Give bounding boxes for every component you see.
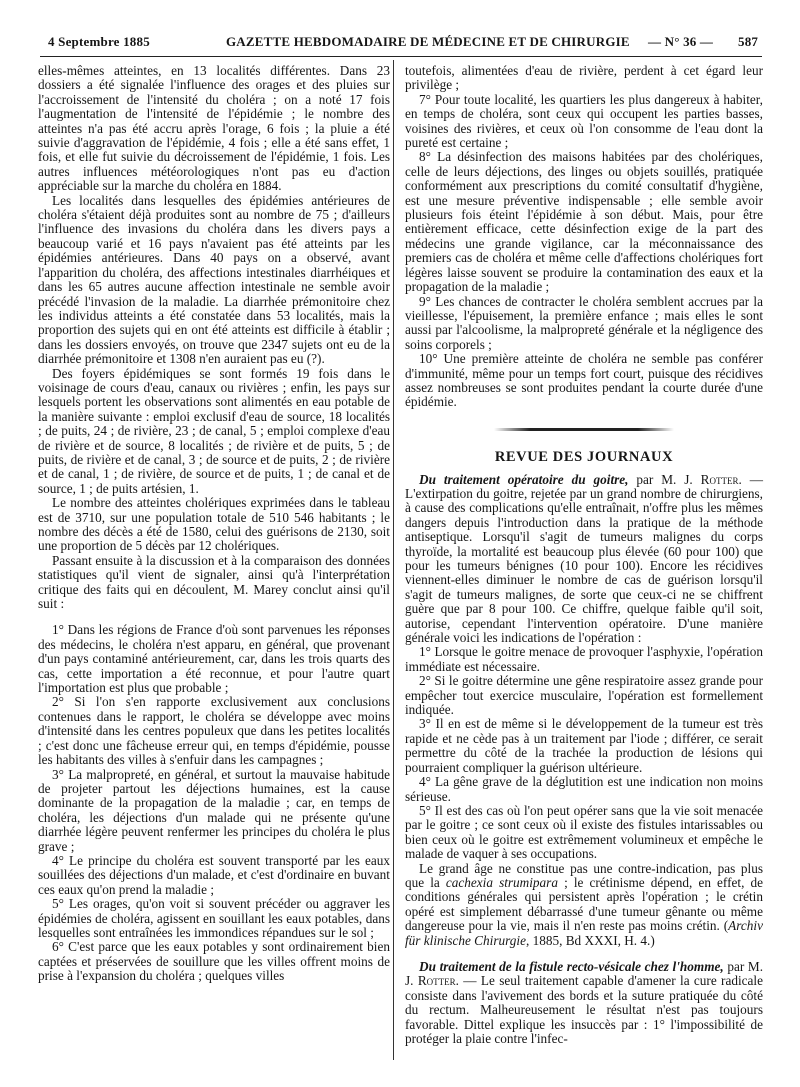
indication-item: 1° Lorsque le goitre menace de provoquer l'asphyxie, l'opération immédiate est nécessaire. bbox=[405, 644, 763, 674]
issue-number: — N° 36 — bbox=[648, 34, 714, 49]
article-goitre bbox=[405, 473, 763, 646]
conclusion-item: 3° La malpropreté, en général, et surtout la mauvaise habitude de projeter partout les déjections humaines, est la cause dominante de la propagation de la maladie ; car, en temps de choléra, les déjections d'un malade qui ne présente qu'une diarrhée légère peuvent renfermer les principes du choléra le plus grave ; bbox=[38, 766, 390, 854]
running-header bbox=[30, 34, 770, 54]
paragraph: elles-mêmes atteintes, en 13 localités différentes. Dans 23 dossiers a été signalée l'influence des orages et des pluies sur l'accroissement de l'intensité du choléra ; on a noté 17 fois l'augmentation de l'intensité de l'épidémie ; le nombre des atteintes n'a pas été accru après l'orage, 6 fois ; la pluie a été suivie d'aggravation de l'épidémie, 4 fois ; elle a été sans effet, 1 fois, et elle fut suivie du décroissement de l'épidémie, 1 fois. Les autres influences météorologiques n'ont pas eu d'action appréciable sur la marche du choléra en 1884. bbox=[38, 63, 390, 194]
author-name: Rotter. bbox=[700, 471, 742, 487]
journal-title: GAZETTE HEBDOMADAIRE DE MÉDECINE ET DE CHIRURGIE bbox=[226, 34, 630, 49]
column-divider bbox=[393, 60, 394, 1060]
source-journal: Archiv für klinische Chirurgie bbox=[405, 918, 763, 948]
closing-text: ; le crétinisme dépend, en effet, de conditions générales qui persistent après l'opération ; le crétin opéré est simplement débarrassé d'une tumeur gênante ou même dangereuse pour la vie, mais il n'en reste pas moins crétin. ( bbox=[405, 874, 763, 934]
section-title: REVUE DES JOURNAUX bbox=[494, 449, 674, 466]
header-rule bbox=[40, 56, 762, 57]
issue-date: 4 Septembre 1885 bbox=[48, 34, 150, 49]
article-title: Du traitement opératoire du goitre, bbox=[419, 471, 629, 487]
indication-item: 2° Si le goitre détermine une gêne respiratoire assez grande pour empêcher tout exercice musculaire, l'opération est formellement indiquée. bbox=[405, 673, 763, 718]
indication-item: 3° Il en est de même si le développement de la tumeur est très rapide et ne cède pas à un traitement par l'iode ; différer, ce serait permettre du côté de la trachée la production de lésions qui pourraient compliquer la guérison ultérieure. bbox=[405, 716, 763, 775]
paragraph: Des foyers épidémiques se sont formés 19 fois dans le voisinage de cours d'eau, canaux ou rivières ; enfin, les pays sur lesquels portent les observations sont alimentés en eau potable de la manière suivante : emploi exclusif d'eau de source, 18 localités ; de puits, 24 ; de rivière, 23 ; de canal, 5 ; emploi complexe d'eau de rivière et de source, 8 localités ; de rivière et de puits, 5 ; de puits, de rivière et de canal, 3 ; de source et de puits, 2 ; de rivière et de canal, 1 ; de rivière, de source et de puits, 1 ; de canal et de source, 1 ; de puits artésien, 1. bbox=[38, 365, 390, 496]
page-number: 587 bbox=[738, 34, 759, 49]
conclusion-item: 9° Les chances de contracter le choléra semblent accrues par la vieillesse, l'épuisement, la première enfance ; mais elles le sont aussi par l'alcoolisme, la malpropreté générale et la négligence des soins corporels ; bbox=[405, 293, 763, 352]
conclusion-item: 7° Pour toute localité, les quartiers les plus dangereux à habiter, en temps de choléra, sont ceux qui occupent les parties basses, voisines des rivières, et ceux où l'on consomme de l'eau dont la pureté est certaine ; bbox=[405, 91, 763, 151]
decorative-rule bbox=[494, 428, 674, 431]
conclusion-item: 5° Les orages, qu'on voit si souvent précéder ou aggraver les épidémies de choléra, agissent en souillant les eaux potables, dans lesquelles sont entraînées les immondices répandues sur le sol ; bbox=[38, 896, 390, 940]
section-divider bbox=[405, 420, 763, 434]
conclusion-item: 6° C'est parce que les eaux potables y sont ordinairement bien captées et préservées de souillure que les villes offrent moins de prise à l'expansion du choléra ; quelques villes bbox=[38, 939, 390, 984]
conclusion-item: 1° Dans les régions de France d'où sont parvenues les réponses des médecins, le choléra n'est apparu, en général, que provenant d'un pays contaminé antérieurement, car, dans les trois quarts des cas, cette importation a été reconnue, et pour l'autre quart l'importation est plus que probable ; bbox=[38, 622, 390, 696]
author-name: Rotter. bbox=[417, 973, 459, 989]
left-column bbox=[38, 64, 390, 984]
paragraph: Passant ensuite à la discussion et à la comparaison des données statistiques qu'il vient de signaler, ainsi qu'à l'interprétation critique des faits qui en découlent, M. Marey conclut ainsi qu'il suit : bbox=[38, 552, 390, 612]
indication-item: 4° La gêne grave de la déglutition est une indication non moins sérieuse. bbox=[405, 774, 763, 804]
conclusion-item: 4° Le principe du choléra est souvent transporté par les eaux souillées des déjections d'un malade, et c'est d'ordinaire en buvant ces eaux qu'on prend la maladie ; bbox=[38, 852, 390, 897]
paragraph: Les localités dans lesquelles des épidémies antérieures de choléra s'étaient déjà produites sont au nombre de 75 ; d'ailleurs l'influence des invasions du choléra dans les divers pays a beaucoup varié et 16 pays n'avaient pas été atteints par les épidémies antérieures. Dans 40 pays on a observé, avant l'apparition du choléra, des affections intestinales diarrhéiques et dans les 65 autres aucune affection intestinale ne semble avoir précédé l'invasion de la maladie. La diarrhée prémonitoire chez les individus atteints a été constatée dans 53 localités, mais la proportion des sujets qui en ont été atteints est difficile à établir ; dans les dossiers envoyés, on trouve que 2347 sujets ont eu de la diarrhée prémonitoire et 1308 n'en auraient pas eu (?). bbox=[38, 192, 390, 367]
conclusion-item: 8° La désinfection des maisons habitées par des cholériques, celle de leurs déjections, des linges ou objets souillés, pratiquée conformément aux prescriptions du comité consultatif d'hygiène, est une mesure préventive indispensable ; elle semble avoir plusieurs fois éteint l'épidémie à son début. Mais, pour être entièrement efficace, cette désinfection exige de la part des médecins une grande vigilance, car la méconnaissance des premiers cas de choléra et même celle d'affections cholériques fort légères laisse souvent se produire la contamination des eaux et la propagation de la maladie ; bbox=[405, 149, 763, 295]
article-body: — L'extirpation du goitre, rejetée par un grand nombre de chirurgiens, à cause des complications qu'elle entraînait, n'offre plus les mêmes dangers depuis l'introduction dans la pratique de la méthode antiseptique. Lorsqu'il s'agit de tumeurs malignes du corps thyroïde, la mortalité est beaucoup plus élevée (60 pour 100) que pour les tumeurs bénignes (10 pour 100). Encore les récidives viennent-elles diminuer le nombre de cas de guérison lorsqu'il s'agit de tumeurs malignes, de sorte que ceux-ci ne se chiffrent guère que par 8 pour 100. Ce chiffre, quelque faible qu'il soit, autorise, cependant l'intervention opératoire. D'une manière générale voici les indications de l'opération : bbox=[405, 471, 764, 646]
right-column bbox=[405, 64, 763, 1046]
article-title: Du traitement de la fistule recto-vésicale chez l'homme, bbox=[419, 958, 724, 974]
closing-text: Le grand âge ne constitue pas une contre-indication, pas plus que la bbox=[405, 860, 763, 890]
indication-item: 5° Il est des cas où l'on peut opérer sans que la vie soit menacée par le goitre ; ce sont ceux où il existe des fistules intarissables ou bien ceux où le goitre est extrêmement volumineux et empêche le malade de vaquer à ses occupations. bbox=[405, 802, 763, 862]
paragraph: toutefois, alimentées d'eau de rivière, perdent à cet égard leur privilège ; bbox=[405, 63, 763, 93]
latin-term: cachexia strumipara bbox=[445, 874, 558, 890]
closing-paragraph bbox=[405, 862, 763, 948]
source-reference: , 1885, Bd XXXI, H. 4.) bbox=[525, 932, 655, 948]
byline: par M. J. bbox=[405, 958, 764, 989]
article-body: — Le seul traitement capable d'amener la cure radicale consiste dans l'avivement des bords et la suture pratiquée du côté du rectum. Malheureusement le résultat n'est pas toujours favorable. Dittel explique les insuccès par : 1° l'impossibilité de protéger la plaie contre l'infec- bbox=[405, 973, 763, 1046]
conclusion-item: 10° Une première atteinte de choléra ne semble pas conférer d'immunité, même pour un temps fort court, puisque des récidives assez nombreuses se sont produites pendant la courte durée d'une épidémie. bbox=[405, 351, 763, 410]
byline: par M. J. bbox=[628, 471, 701, 487]
article-fistule bbox=[405, 960, 763, 1046]
conclusion-item: 2° Si l'on s'en rapporte exclusivement aux conclusions contenues dans le rapport, le choléra se développe avec moins d'intensité dans les centres populeux que dans les petites localités ; c'est donc une fâcheuse erreur qui, en temps d'épidémie, pousse les habitants des villes à s'enfuir dans les campagnes ; bbox=[38, 694, 390, 768]
paragraph: Le nombre des atteintes cholériques exprimées dans le tableau est de 3710, sur une population totale de 510 546 habitants ; le nombre des décès a été de 1580, celui des guérisons de 2130, soit une proportion de 5 décès par 12 cholériques. bbox=[38, 495, 390, 554]
